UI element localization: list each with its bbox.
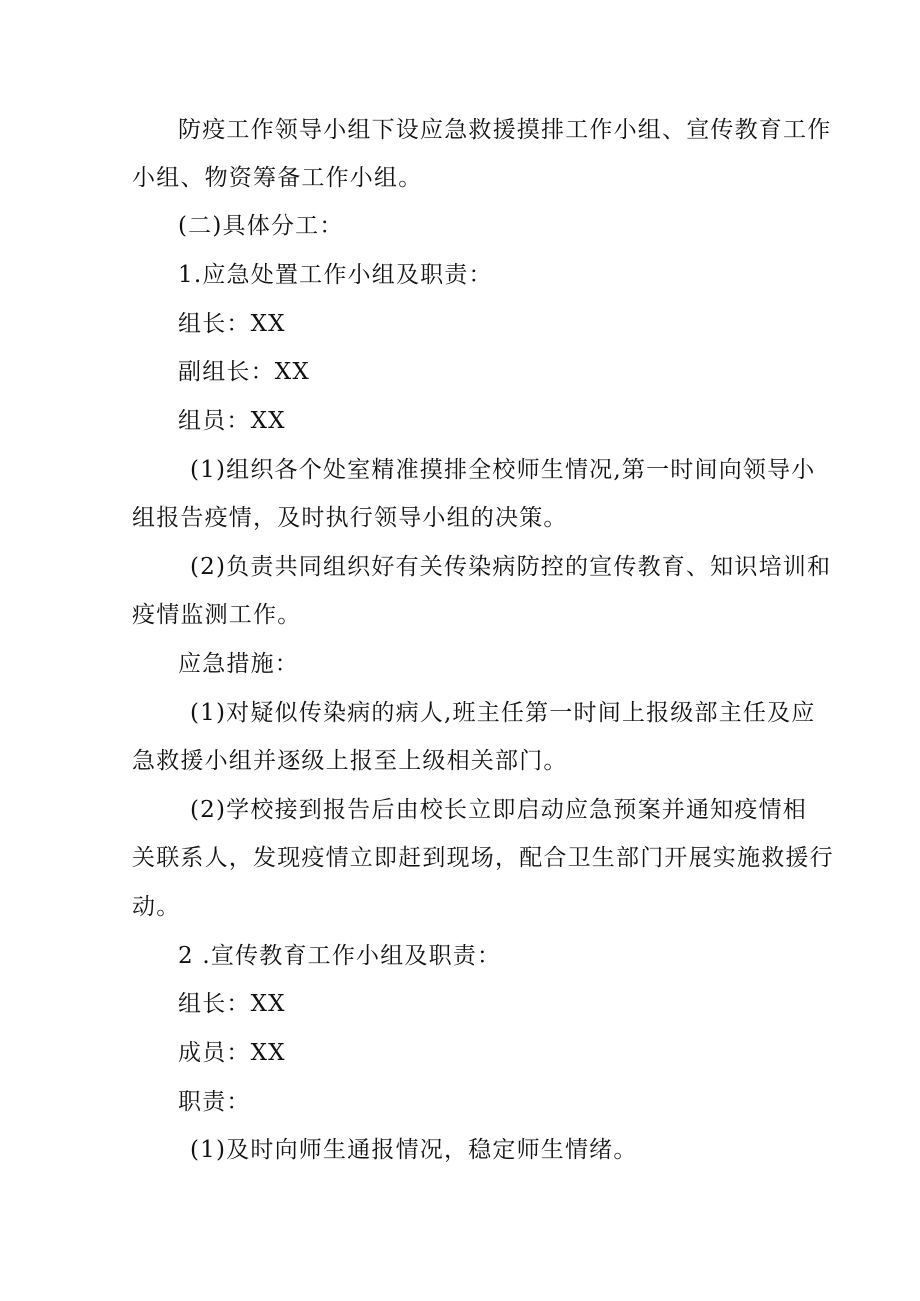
subsection-heading: 1.应急处置工作小组及职责： [178, 262, 493, 288]
list-item-line: 关联系人，发现疫情立即赶到现场，配合卫生部门开展实施救援行 [132, 845, 834, 871]
list-item-line: (2)学校接到报告后由校长立即启动应急预案并通知疫情相 [190, 797, 807, 823]
list-item-line: (2)负责共同组织好有关传染病防控的宣传教育、知识培训和 [190, 554, 832, 580]
paragraph-line: 组员：XX [178, 408, 286, 434]
list-item-line: (1)组织各个处室精准摸排全校师生情况,第一时间向领导小 [190, 457, 816, 483]
section-heading: (二)具体分工： [178, 213, 344, 239]
subsection-heading: 2 .宣传教育工作小组及职责： [178, 943, 502, 969]
list-item-line: 疫情监测工作。 [132, 602, 302, 628]
list-item-line: (1)对疑似传染病的病人,班主任第一时间上报级部主任及应 [190, 700, 816, 726]
paragraph-line: 防疫工作领导小组下设应急救援摸排工作小组、宣传教育工作 [178, 117, 832, 143]
paragraph-line: 副组长：XX [178, 359, 310, 385]
list-item-line: 动。 [132, 894, 181, 920]
paragraph-line: 组长：XX [178, 991, 286, 1017]
list-item-line: (1)及时向师生通报情况，稳定师生情绪。 [190, 1137, 638, 1163]
list-item-line: 组报告疫情，及时执行领导小组的决策。 [132, 505, 568, 531]
paragraph-line: 小组、物资筹备工作小组。 [132, 165, 423, 191]
paragraph-line: 成员：XX [178, 1040, 286, 1066]
list-item-line: 急救援小组并逐级上报至上级相关部门。 [132, 748, 568, 774]
paragraph-line: 应急措施： [178, 651, 299, 677]
paragraph-line: 组长：XX [178, 311, 286, 337]
paragraph-line: 职责： [178, 1089, 251, 1115]
